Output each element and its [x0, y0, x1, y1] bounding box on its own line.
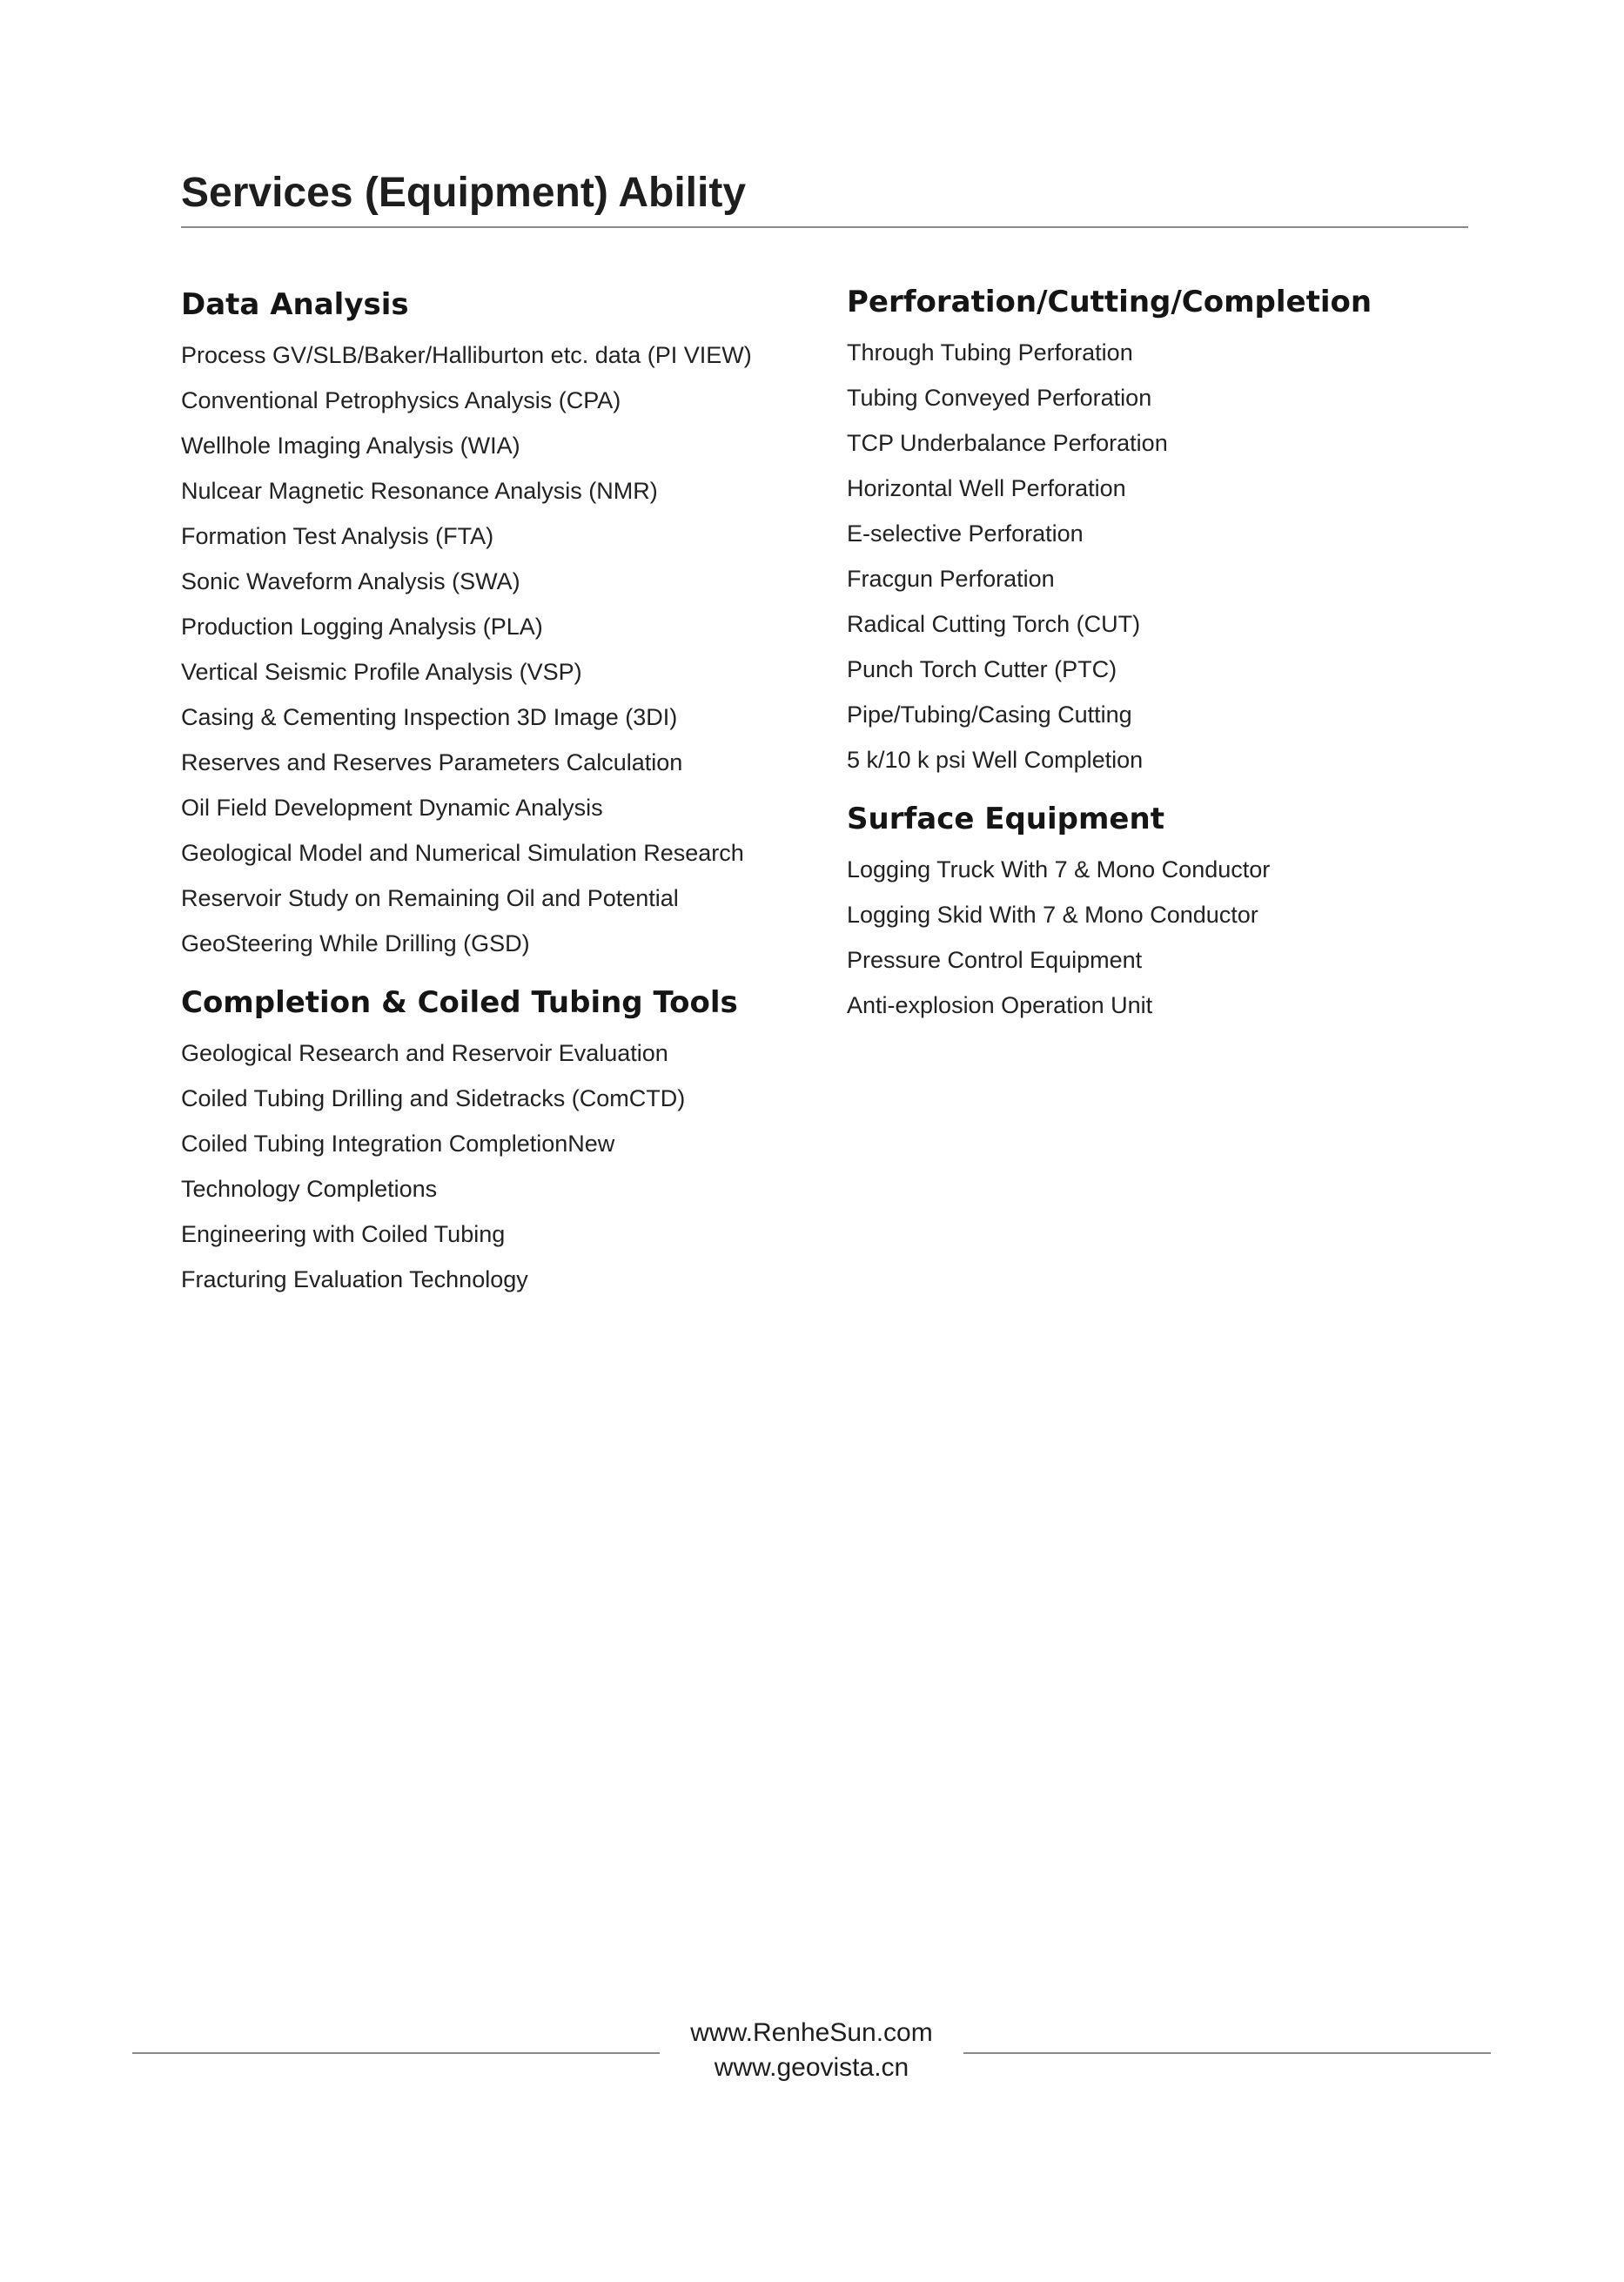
- list-item: Anti-explosion Operation Unit: [847, 992, 1153, 1018]
- footer-divider-right: [963, 2052, 1491, 2054]
- item-list: [847, 847, 1473, 1028]
- footer-link-geovista[interactable]: www.geovista.cn: [714, 2053, 909, 2082]
- section-data-analysis: [181, 284, 808, 966]
- section-completion-coiled-tubing: [181, 982, 808, 1302]
- list-item: Fracturing Evaluation Technology: [181, 1266, 528, 1292]
- list-item: Engineering with Coiled Tubing: [181, 1221, 506, 1247]
- list-item: Conventional Petrophysics Analysis (CPA): [181, 387, 621, 413]
- list-item: 5 k/10 k psi Well Completion: [847, 747, 1144, 773]
- list-item: Punch Torch Cutter (PTC): [847, 656, 1117, 682]
- footer-divider-left: [132, 2052, 660, 2054]
- left-column: [181, 284, 808, 1302]
- section-heading: Completion & Coiled Tubing Tools: [181, 985, 738, 1020]
- list-item: Nulcear Magnetic Resonance Analysis (NMR): [181, 478, 658, 504]
- section-heading: Data Analysis: [181, 287, 409, 322]
- page-title: Services (Equipment) Ability: [181, 170, 747, 216]
- section-perforation-cutting-completion: [847, 281, 1473, 782]
- list-item: Through Tubing Perforation: [847, 339, 1133, 366]
- list-item: Coiled Tubing Integration CompletionNew: [181, 1131, 615, 1157]
- list-item: Reservoir Study on Remaining Oil and Potential: [181, 885, 679, 911]
- footer: [660, 2016, 963, 2085]
- item-list: [181, 332, 808, 966]
- list-item: Logging Skid With 7 & Mono Conductor: [847, 902, 1258, 928]
- list-item: Casing & Cementing Inspection 3D Image (3DI): [181, 704, 678, 730]
- item-list: [847, 330, 1473, 782]
- list-item: Oil Field Development Dynamic Analysis: [181, 795, 603, 821]
- list-item: Vertical Seismic Profile Analysis (VSP): [181, 659, 582, 685]
- list-item: GeoSteering While Drilling (GSD): [181, 930, 530, 956]
- item-list: [181, 1030, 808, 1302]
- list-item: Wellhole Imaging Analysis (WIA): [181, 433, 520, 459]
- list-item: E-selective Perforation: [847, 520, 1084, 547]
- list-item: Formation Test Analysis (FTA): [181, 523, 494, 549]
- section-surface-equipment: [847, 798, 1473, 1028]
- list-item: Coiled Tubing Drilling and Sidetracks (ComCTD): [181, 1085, 686, 1111]
- list-item: Horizontal Well Perforation: [847, 475, 1126, 501]
- list-item: Geological Model and Numerical Simulation Research: [181, 840, 744, 866]
- title-divider: [181, 226, 1468, 228]
- section-heading: Perforation/Cutting/Completion: [847, 285, 1372, 319]
- footer-link-renhesun[interactable]: www.RenheSun.com: [690, 2018, 933, 2047]
- list-item: Radical Cutting Torch (CUT): [847, 611, 1141, 637]
- list-item: Pipe/Tubing/Casing Cutting: [847, 701, 1132, 728]
- list-item: Tubing Conveyed Perforation: [847, 385, 1152, 411]
- list-item: Fracgun Perforation: [847, 566, 1055, 592]
- list-item: Reserves and Reserves Parameters Calculation: [181, 749, 683, 775]
- right-column: [847, 281, 1473, 1028]
- list-item: Production Logging Analysis (PLA): [181, 614, 543, 640]
- list-item: Process GV/SLB/Baker/Halliburton etc. data (PI VIEW): [181, 342, 752, 368]
- list-item: Technology Completions: [181, 1176, 438, 1202]
- list-item: Pressure Control Equipment: [847, 947, 1143, 973]
- list-item: Logging Truck With 7 & Mono Conductor: [847, 856, 1271, 883]
- list-item: TCP Underbalance Perforation: [847, 430, 1168, 456]
- list-item: Geological Research and Reservoir Evaluation: [181, 1040, 668, 1066]
- list-item: Sonic Waveform Analysis (SWA): [181, 568, 520, 594]
- section-heading: Surface Equipment: [847, 802, 1164, 836]
